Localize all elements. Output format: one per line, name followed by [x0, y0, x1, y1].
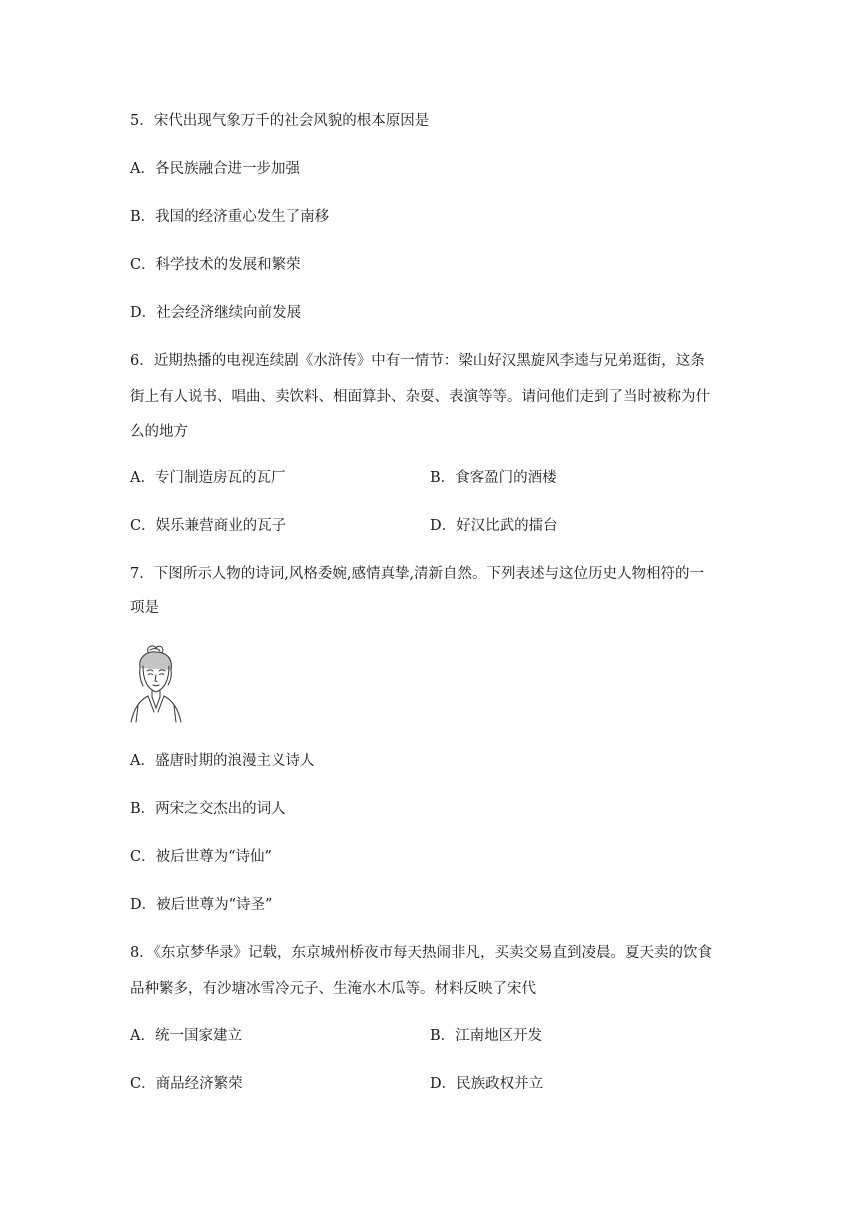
q5-option-c[interactable]: C．科学技术的发展和繁荣 [130, 257, 301, 273]
q5-option-d[interactable]: D．社会经济继续向前发展 [130, 305, 302, 321]
q6-stem-line-3: 么的地方 [130, 424, 188, 440]
q6-option-d[interactable]: D．好汉比武的擂台 [430, 518, 558, 534]
q8-option-d[interactable]: D．民族政权并立 [430, 1076, 544, 1092]
q7-stem-line-1: 7．下图所示人物的诗词,风格委婉,感情真挚,清新自然。下列表述与这位历史人物相符的一 [130, 566, 705, 582]
q5-option-b[interactable]: B．我国的经济重心发生了南移 [130, 209, 330, 225]
q8-stem-line-2: 品种繁多，有沙塘冰雪冷元子、生淹水木瓜等。材料反映了宋代 [130, 981, 536, 997]
q8-option-b[interactable]: B．江南地区开发 [430, 1028, 543, 1044]
q6-option-a[interactable]: A．专门制造房瓦的瓦厂 [130, 470, 286, 486]
q7-option-d[interactable]: D．被后世尊为“诗圣” [130, 897, 273, 913]
q7-option-a[interactable]: A．盛唐时期的浪漫主义诗人 [130, 753, 315, 769]
q6-stem-line-1: 6．近期热播的电视连续剧《水浒传》中有一情节：梁山好汉黑旋风李逵与兄弟逛街，这条 [130, 353, 705, 369]
portrait-illustration [128, 644, 184, 724]
q5-option-a[interactable]: A．各民族融合进一步加强 [130, 161, 300, 177]
q8-option-a[interactable]: A．统一国家建立 [130, 1028, 242, 1044]
q7-option-c[interactable]: C．被后世尊为“诗仙” [130, 849, 272, 865]
q7-option-b[interactable]: B．两宋之交杰出的词人 [130, 801, 286, 817]
q5-stem: 5．宋代出现气象万千的社会风貌的根本原因是 [130, 113, 430, 129]
q8-option-c[interactable]: C．商品经济繁荣 [130, 1076, 243, 1092]
q8-stem-line-1: 8．《东京梦华录》记载，东京城州桥夜市每天热闹非凡，买卖交易直到凌晨。夏天卖的饮食 [130, 945, 712, 961]
q7-stem-line-2: 项是 [130, 600, 159, 616]
q6-stem-line-2: 街上有人说书、唱曲、卖饮料、相面算卦、杂耍、表演等等。请问他们走到了当时被称为什 [130, 389, 710, 405]
q6-option-c[interactable]: C．娱乐兼营商业的瓦子 [130, 518, 287, 534]
q6-option-b[interactable]: B．食客盈门的酒楼 [430, 470, 557, 486]
